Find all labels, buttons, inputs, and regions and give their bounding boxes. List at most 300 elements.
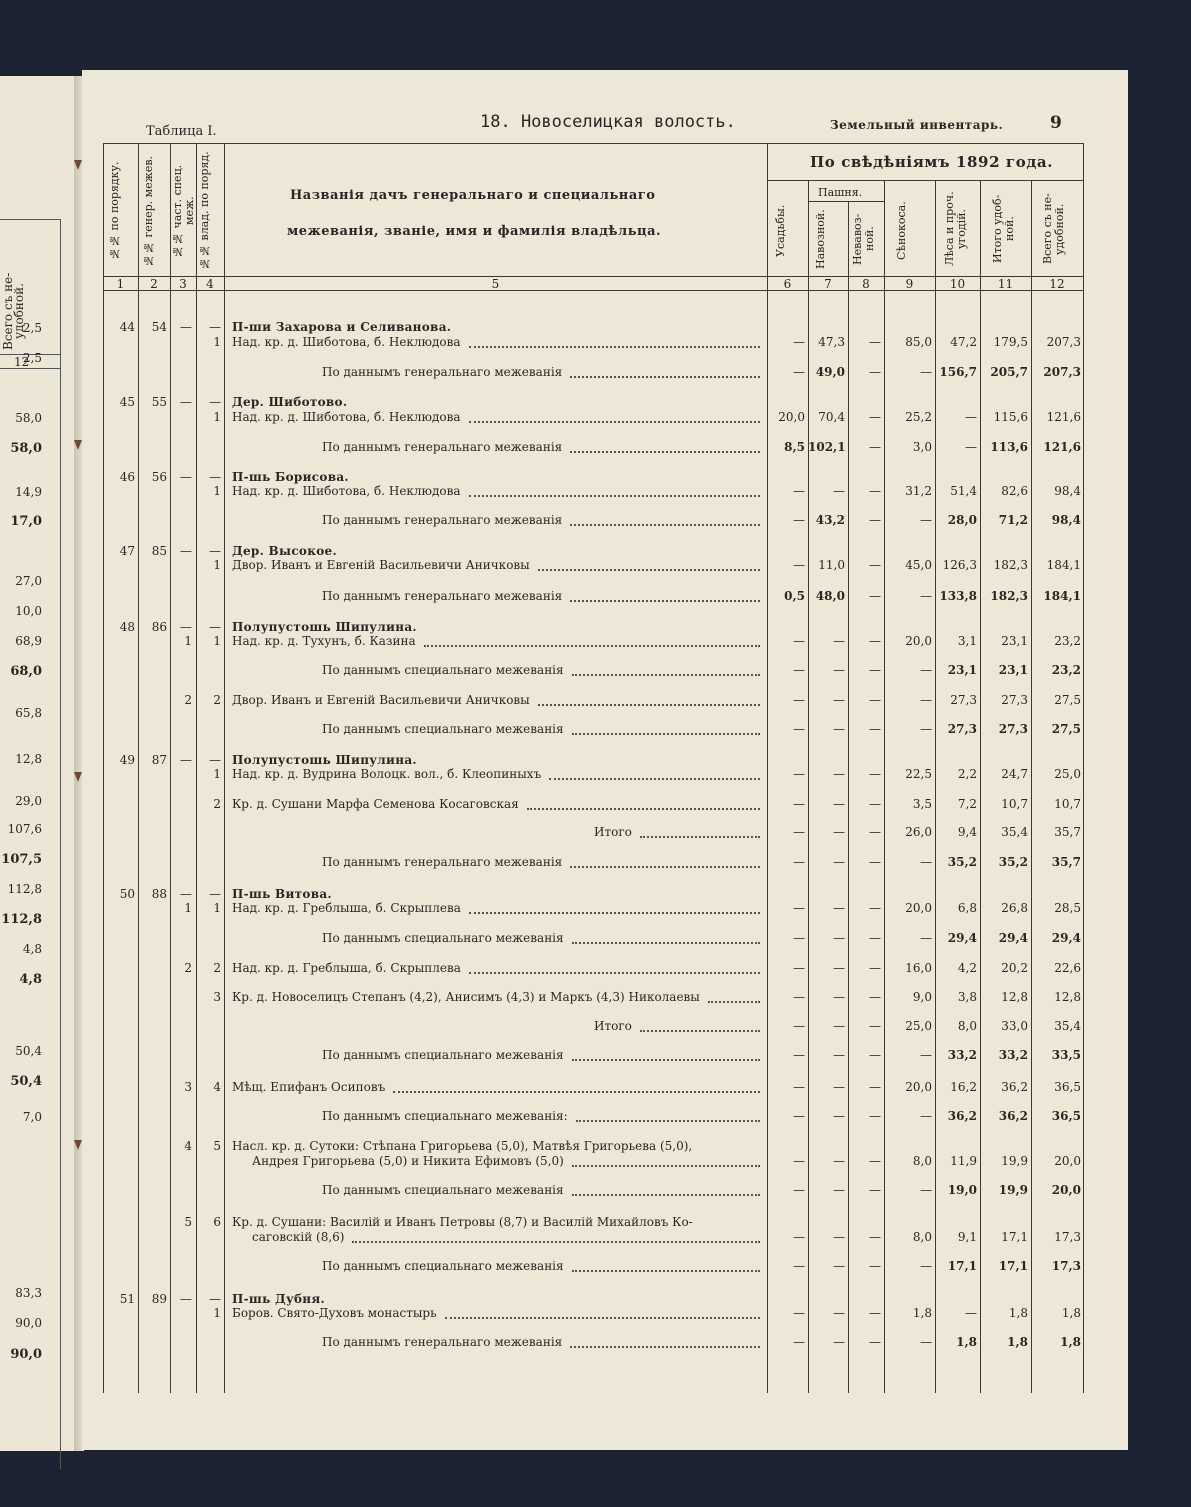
- cell-c6: 20,0: [778, 410, 805, 424]
- cell-c12: 35,7: [1051, 855, 1081, 869]
- col-line: [935, 180, 936, 1393]
- col-num-1: 1: [116, 277, 125, 291]
- cell-c10: 51,4: [950, 484, 977, 498]
- left-page-value: 17,0: [10, 514, 42, 529]
- col-num-7: 7: [824, 277, 832, 291]
- cell-c8: —: [869, 767, 881, 781]
- cell-c7: —: [833, 990, 845, 1004]
- cell-c3: 1: [184, 901, 192, 915]
- cell-c7: —: [833, 767, 845, 781]
- cell-c6: —: [793, 855, 805, 869]
- cell-c11: 182,3: [990, 589, 1028, 603]
- dot-leader: [549, 778, 760, 780]
- cell-c9: —: [920, 931, 932, 945]
- cell-c10: 23,1: [947, 663, 977, 677]
- cell-c2: 87: [151, 753, 167, 767]
- cell-c8: —: [869, 855, 881, 869]
- cell-c6: —: [793, 1048, 805, 1062]
- cell-c2: 88: [151, 887, 167, 901]
- left-page-value: 7,0: [22, 1110, 42, 1124]
- survey-label: По даннымъ генеральнаго межеванія: [322, 513, 563, 527]
- cell-c11: 33,2: [998, 1048, 1028, 1062]
- cell-c3: —: [180, 1292, 192, 1306]
- cell-c8: —: [869, 365, 881, 379]
- cell-c4: 1: [213, 335, 221, 349]
- left-page-value: 14,9: [15, 485, 42, 499]
- dot-leader: [572, 674, 760, 676]
- cell-c8: —: [869, 1230, 881, 1244]
- cell-c6: 0,5: [784, 589, 805, 603]
- left-page-value: 10,0: [15, 604, 42, 618]
- dot-leader: [538, 704, 760, 706]
- cell-c8: —: [869, 558, 881, 572]
- cell-c11: 27,3: [1001, 693, 1028, 707]
- estate-name: Дер. Высокое.: [232, 544, 337, 558]
- cell-c11: 33,0: [1001, 1019, 1028, 1033]
- cell-c10: 4,2: [957, 961, 977, 975]
- owner-name: Двор. Иванъ и Евгеній Васильевичи Аничковы: [232, 558, 530, 572]
- cell-c3: 2: [184, 961, 192, 975]
- cell-c9: —: [920, 855, 932, 869]
- cell-c7: —: [833, 1048, 845, 1062]
- col-num-2: 2: [150, 277, 158, 291]
- left-page-value: 58,0: [10, 441, 42, 456]
- cell-c11: 27,3: [998, 722, 1028, 736]
- cell-c8: —: [869, 693, 881, 707]
- left-page-value: 90,0: [10, 1347, 42, 1362]
- cell-c4: 6: [213, 1215, 221, 1229]
- survey-label: По даннымъ специальнаго межеванія: [322, 722, 564, 736]
- cell-c8: —: [869, 1019, 881, 1033]
- cell-c6: —: [793, 663, 805, 677]
- cell-c7: —: [833, 1080, 845, 1094]
- cell-c10: 36,2: [947, 1109, 977, 1123]
- owner-name: Над. кр. д. Греблыша, б. Скрыплева: [232, 961, 461, 975]
- col-line: [1031, 180, 1032, 1393]
- cell-c6: 8,5: [784, 440, 805, 454]
- cell-c6: —: [793, 335, 805, 349]
- dot-leader: [570, 866, 760, 868]
- cell-c10: 28,0: [947, 513, 977, 527]
- cell-c10: 3,8: [957, 990, 977, 1004]
- pashnya-rule: [808, 201, 884, 202]
- cell-c6: —: [793, 634, 805, 648]
- cell-c12: 12,8: [1054, 990, 1081, 1004]
- cell-c7: 49,0: [815, 365, 845, 379]
- cell-c12: 20,0: [1051, 1183, 1081, 1197]
- header-group: По свѣдѣніямъ 1892 года.: [810, 153, 1054, 171]
- cell-c10: 2,2: [957, 767, 977, 781]
- cell-c7: —: [833, 901, 845, 915]
- cell-c9: —: [920, 1048, 932, 1062]
- cell-c4: 1: [213, 1306, 221, 1320]
- left-page-rule: [0, 368, 60, 369]
- cell-c9: —: [920, 663, 932, 677]
- owner-name: Кр. д. Сушани: Василій и Иванъ Петровы (8,7) и Василій Михайловъ Ко-: [232, 1215, 693, 1229]
- cell-c8: —: [869, 589, 881, 603]
- cell-c11: 17,1: [1001, 1230, 1028, 1244]
- cell-c9: 20,0: [905, 634, 932, 648]
- cell-c6: —: [793, 722, 805, 736]
- cell-c12: 36,5: [1051, 1109, 1081, 1123]
- cell-c9: 1,8: [912, 1306, 932, 1320]
- survey-label: По даннымъ генеральнаго межеванія: [322, 440, 563, 454]
- dot-leader: [538, 569, 760, 571]
- cell-c9: 45,0: [905, 558, 932, 572]
- survey-label: По даннымъ генеральнаго межеванія: [322, 589, 563, 603]
- survey-label: По даннымъ специальнаго межеванія: [322, 1259, 564, 1273]
- owner-name: Над. кр. д. Греблыша, б. Скрыплева: [232, 901, 461, 915]
- cell-c9: 8,0: [912, 1230, 932, 1244]
- page-number: 9: [1050, 113, 1062, 133]
- cell-c7: 102,1: [808, 440, 846, 454]
- cell-c4: 2: [213, 693, 221, 707]
- col-num-8: 8: [862, 277, 870, 291]
- cell-c7: —: [833, 931, 845, 945]
- cell-c12: 29,4: [1051, 931, 1081, 945]
- cell-c8: —: [869, 901, 881, 915]
- cell-c11: 205,7: [990, 365, 1028, 379]
- cell-c4: —: [209, 395, 221, 409]
- cell-c8: —: [869, 961, 881, 975]
- cell-c11: 19,9: [1001, 1154, 1028, 1168]
- cell-c8: —: [869, 663, 881, 677]
- survey-label: По даннымъ генеральнаго межеванія: [322, 1335, 563, 1349]
- cell-c6: —: [793, 513, 805, 527]
- cell-c7: —: [833, 484, 845, 498]
- owner-name: Над. кр. д. Тухунъ, б. Казина: [232, 634, 416, 648]
- cell-c12: 23,2: [1051, 663, 1081, 677]
- cell-c12: 121,6: [1043, 440, 1081, 454]
- cell-c12: 35,7: [1054, 825, 1081, 839]
- cell-c12: 10,7: [1054, 797, 1081, 811]
- left-page-border: [60, 219, 61, 1469]
- left-page-value: 112,8: [7, 882, 42, 896]
- cell-c7: 43,2: [815, 513, 845, 527]
- cell-c4: 3: [213, 990, 221, 1004]
- cell-c12: 36,5: [1054, 1080, 1081, 1094]
- left-page-value: 107,5: [1, 852, 42, 867]
- cell-c12: 1,8: [1061, 1306, 1081, 1320]
- cell-c9: 26,0: [905, 825, 932, 839]
- cell-c7: 47,3: [818, 335, 845, 349]
- survey-label: По даннымъ специальнаго межеванія: [322, 931, 564, 945]
- cell-c7: —: [833, 1259, 845, 1273]
- cell-c8: —: [869, 484, 881, 498]
- table-top-rule: [103, 143, 1083, 144]
- cell-c4: 4: [213, 1080, 221, 1094]
- cell-c9: 85,0: [905, 335, 932, 349]
- cell-c3: 4: [184, 1139, 192, 1153]
- cell-c10: 16,2: [950, 1080, 977, 1094]
- cell-c10: 19,0: [947, 1183, 977, 1197]
- cell-c12: 184,1: [1043, 589, 1081, 603]
- cell-c7: —: [833, 825, 845, 839]
- cell-c10: 126,3: [942, 558, 977, 572]
- cell-c9: —: [920, 693, 932, 707]
- dot-leader: [570, 524, 760, 526]
- cell-c1: 48: [119, 620, 135, 634]
- cell-c12: 27,5: [1054, 693, 1081, 707]
- dot-leader: [572, 1270, 760, 1272]
- cell-c11: 113,6: [990, 440, 1028, 454]
- cell-c9: 20,0: [905, 901, 932, 915]
- cell-c10: 6,8: [957, 901, 977, 915]
- cell-c6: —: [793, 1335, 805, 1349]
- estate-name: П-ши Захарова и Селиванова.: [232, 320, 452, 334]
- cell-c2: 56: [151, 470, 167, 484]
- header-col6: Усадьбы.: [774, 204, 787, 258]
- estate-name: П-шь Витова.: [232, 887, 332, 901]
- owner-name: саговскій (8,6): [252, 1230, 345, 1244]
- survey-label: По даннымъ генеральнаго межеванія: [322, 855, 563, 869]
- cell-c6: —: [793, 1230, 805, 1244]
- dot-leader: [424, 645, 760, 647]
- estate-name: Дер. Шиботово.: [232, 395, 348, 409]
- cell-c7: 70,4: [818, 410, 845, 424]
- col-num-11: 11: [997, 277, 1014, 291]
- cell-c7: —: [833, 797, 845, 811]
- cell-c9: 31,2: [905, 484, 932, 498]
- owner-name: Над. кр. д. Шиботова, б. Неклюдова: [232, 335, 461, 349]
- owner-name: Двор. Иванъ и Евгеній Васильевичи Аничковы: [232, 693, 530, 707]
- cell-c1: 49: [119, 753, 135, 767]
- cell-c11: 115,6: [993, 410, 1028, 424]
- cell-c6: —: [793, 365, 805, 379]
- cell-c7: —: [833, 961, 845, 975]
- cell-c11: 23,1: [1001, 634, 1028, 648]
- cell-c3: —: [180, 320, 192, 334]
- cell-c7: —: [833, 722, 845, 736]
- cell-c10: 33,2: [947, 1048, 977, 1062]
- cell-c10: 133,8: [939, 589, 977, 603]
- cell-c6: —: [793, 1183, 805, 1197]
- col-num-9: 9: [905, 277, 914, 291]
- owner-name: Над. кр. д. Шиботова, б. Неклюдова: [232, 410, 461, 424]
- header-col12: Всего съ не-удобной.: [1041, 193, 1066, 265]
- cell-c9: —: [920, 722, 932, 736]
- cell-c1: 46: [119, 470, 135, 484]
- left-page-value: 27,0: [15, 574, 42, 588]
- estate-name: П-шь Борисова.: [232, 470, 349, 484]
- cell-c7: —: [833, 1306, 845, 1320]
- col-num-3: 3: [179, 277, 187, 291]
- dot-leader: [640, 1030, 760, 1032]
- cell-c8: —: [869, 335, 881, 349]
- dot-leader: [469, 912, 760, 914]
- cell-c7: —: [833, 1154, 845, 1168]
- col-line: [224, 143, 225, 1393]
- dot-leader: [469, 421, 760, 423]
- left-page-value: 12,8: [15, 752, 42, 766]
- cell-c4: 1: [213, 558, 221, 572]
- cell-c4: 1: [213, 484, 221, 498]
- cell-c11: 12,8: [1001, 990, 1028, 1004]
- cell-c2: 85: [151, 544, 167, 558]
- cell-c1: 51: [119, 1292, 135, 1306]
- header-col2: №№ генер. межев.: [142, 155, 155, 267]
- cell-c11: 29,4: [998, 931, 1028, 945]
- cell-c9: —: [920, 1109, 932, 1123]
- cell-c8: —: [869, 440, 881, 454]
- cell-c12: 1,8: [1060, 1335, 1081, 1349]
- group-rule: [767, 180, 1083, 181]
- cell-c9: —: [920, 1183, 932, 1197]
- cell-c6: —: [793, 1019, 805, 1033]
- cell-c11: 19,9: [998, 1183, 1028, 1197]
- cell-c12: 184,1: [1046, 558, 1081, 572]
- cell-c10: 27,3: [947, 722, 977, 736]
- dot-leader: [576, 1120, 760, 1122]
- cell-c8: —: [869, 513, 881, 527]
- col-num-4: 4: [206, 277, 214, 291]
- cell-c4: —: [209, 620, 221, 634]
- cell-c12: 27,5: [1051, 722, 1081, 736]
- header-col8: Невавоз-ной.: [851, 213, 876, 265]
- cell-c4: 1: [213, 901, 221, 915]
- cell-c9: 9,0: [912, 990, 932, 1004]
- col-num-5: 5: [491, 277, 500, 291]
- cell-c11: 23,1: [998, 663, 1028, 677]
- cell-c9: —: [920, 365, 932, 379]
- cell-c12: 17,3: [1051, 1259, 1081, 1273]
- cell-c12: 98,4: [1051, 513, 1081, 527]
- cell-c8: —: [869, 1183, 881, 1197]
- cell-c6: —: [793, 825, 805, 839]
- cell-c3: —: [180, 753, 192, 767]
- cell-c11: 36,2: [1001, 1080, 1028, 1094]
- cell-c7: —: [833, 693, 845, 707]
- cell-c12: 22,6: [1054, 961, 1081, 975]
- left-page-value: 83,3: [15, 1286, 42, 1300]
- cell-c11: 182,3: [993, 558, 1028, 572]
- cell-c9: 25,2: [905, 410, 932, 424]
- cell-c9: —: [920, 513, 932, 527]
- cell-c12: 35,4: [1054, 1019, 1081, 1033]
- cell-c2: 54: [151, 320, 167, 334]
- cell-c1: 44: [119, 320, 135, 334]
- survey-label: По даннымъ специальнаго межеванія: [322, 1048, 564, 1062]
- left-page-value: 4,8: [22, 942, 42, 956]
- cell-c11: 179,5: [993, 335, 1028, 349]
- cell-c8: —: [869, 1080, 881, 1094]
- cell-c4: —: [209, 887, 221, 901]
- cell-c11: 35,2: [998, 855, 1028, 869]
- cell-c3: —: [180, 470, 192, 484]
- col-line: [980, 180, 981, 1393]
- cell-c7: —: [833, 634, 845, 648]
- left-page-value: 90,0: [15, 1316, 42, 1330]
- header-col10: Лѣса и проч. угодій.: [943, 191, 968, 267]
- left-page-value: 68,9: [15, 634, 42, 648]
- cell-c6: —: [793, 990, 805, 1004]
- survey-label: По даннымъ генеральнаго межеванія: [322, 365, 563, 379]
- cell-c9: —: [920, 1259, 932, 1273]
- cell-c9: 22,5: [905, 767, 932, 781]
- cell-c8: —: [869, 1259, 881, 1273]
- cell-c7: —: [833, 663, 845, 677]
- cell-c2: 86: [151, 620, 167, 634]
- page-edge-mark: [70, 772, 80, 788]
- left-page-value: 29,0: [15, 794, 42, 808]
- cell-c12: 33,5: [1051, 1048, 1081, 1062]
- left-page-header: Всего съ не-удобной.: [1, 272, 26, 350]
- left-page-value: 107,6: [7, 822, 42, 836]
- cell-c8: —: [869, 1048, 881, 1062]
- survey-label: По даннымъ специальнаго межеванія: [322, 663, 564, 677]
- survey-label: По даннымъ специальнаго межеванія: [322, 1183, 564, 1197]
- cell-c6: —: [793, 1306, 805, 1320]
- dot-leader: [570, 600, 760, 602]
- cell-c3: —: [180, 395, 192, 409]
- table-label: Таблица I.: [146, 124, 217, 139]
- cell-c12: 98,4: [1054, 484, 1081, 498]
- header-col7: Навозной.: [814, 209, 827, 269]
- col-num-12: 12: [1049, 277, 1065, 291]
- left-page-value: 4,8: [19, 972, 42, 987]
- subtotal-label: Итого: [594, 1019, 632, 1033]
- cell-c10: 11,9: [950, 1154, 977, 1168]
- cell-c12: 17,3: [1054, 1230, 1081, 1244]
- cell-c8: —: [869, 1109, 881, 1123]
- left-page-value: 65,8: [15, 706, 42, 720]
- cell-c10: —: [965, 440, 977, 454]
- cell-c8: —: [869, 931, 881, 945]
- cell-c10: 156,7: [939, 365, 977, 379]
- cell-c4: —: [209, 470, 221, 484]
- cell-c6: —: [793, 901, 805, 915]
- cell-c2: 89: [151, 1292, 167, 1306]
- survey-label: По даннымъ специальнаго межеванія:: [322, 1109, 568, 1123]
- cell-c9: 3,0: [912, 440, 932, 454]
- dot-leader: [445, 1317, 760, 1319]
- header-pashnya: Пашня.: [818, 186, 863, 199]
- cell-c4: 5: [213, 1139, 221, 1153]
- cell-c4: 1: [213, 767, 221, 781]
- cell-c11: 26,8: [1001, 901, 1028, 915]
- page-edge-mark: [70, 440, 80, 456]
- page-title: 18. Новоселицкая волость.: [480, 112, 736, 132]
- dot-leader: [469, 495, 760, 497]
- cell-c12: 20,0: [1054, 1154, 1081, 1168]
- cell-c10: 29,4: [947, 931, 977, 945]
- left-page-value: 68,0: [10, 664, 42, 679]
- cell-c11: 1,8: [1007, 1335, 1028, 1349]
- cell-c10: 8,0: [957, 1019, 977, 1033]
- cell-c9: 8,0: [912, 1154, 932, 1168]
- cell-c4: 2: [213, 961, 221, 975]
- owner-name: Над. кр. д. Шиботова, б. Неклюдова: [232, 484, 461, 498]
- cell-c10: 7,2: [957, 797, 977, 811]
- page-edge-mark: [70, 160, 80, 176]
- cell-c6: —: [793, 558, 805, 572]
- dot-leader: [708, 1001, 760, 1003]
- header-col5-line2: межеванія, званіе, имя и фамилія владѣльца.: [287, 224, 662, 239]
- header-col5-line1: Названія дачъ генеральнаго и специальнаго: [290, 188, 656, 203]
- cell-c6: —: [793, 767, 805, 781]
- cell-c6: —: [793, 961, 805, 975]
- estate-name: Полупустошь Шипулина.: [232, 753, 417, 767]
- cell-c11: 24,7: [1001, 767, 1028, 781]
- dot-leader: [352, 1241, 760, 1243]
- cell-c7: —: [833, 855, 845, 869]
- cell-c3: —: [180, 620, 192, 634]
- owner-name: Боров. Свято-Духовъ монастырь: [232, 1306, 437, 1320]
- cell-c6: —: [793, 1080, 805, 1094]
- cell-c4: —: [209, 320, 221, 334]
- cell-c11: 36,2: [998, 1109, 1028, 1123]
- dot-leader: [572, 942, 760, 944]
